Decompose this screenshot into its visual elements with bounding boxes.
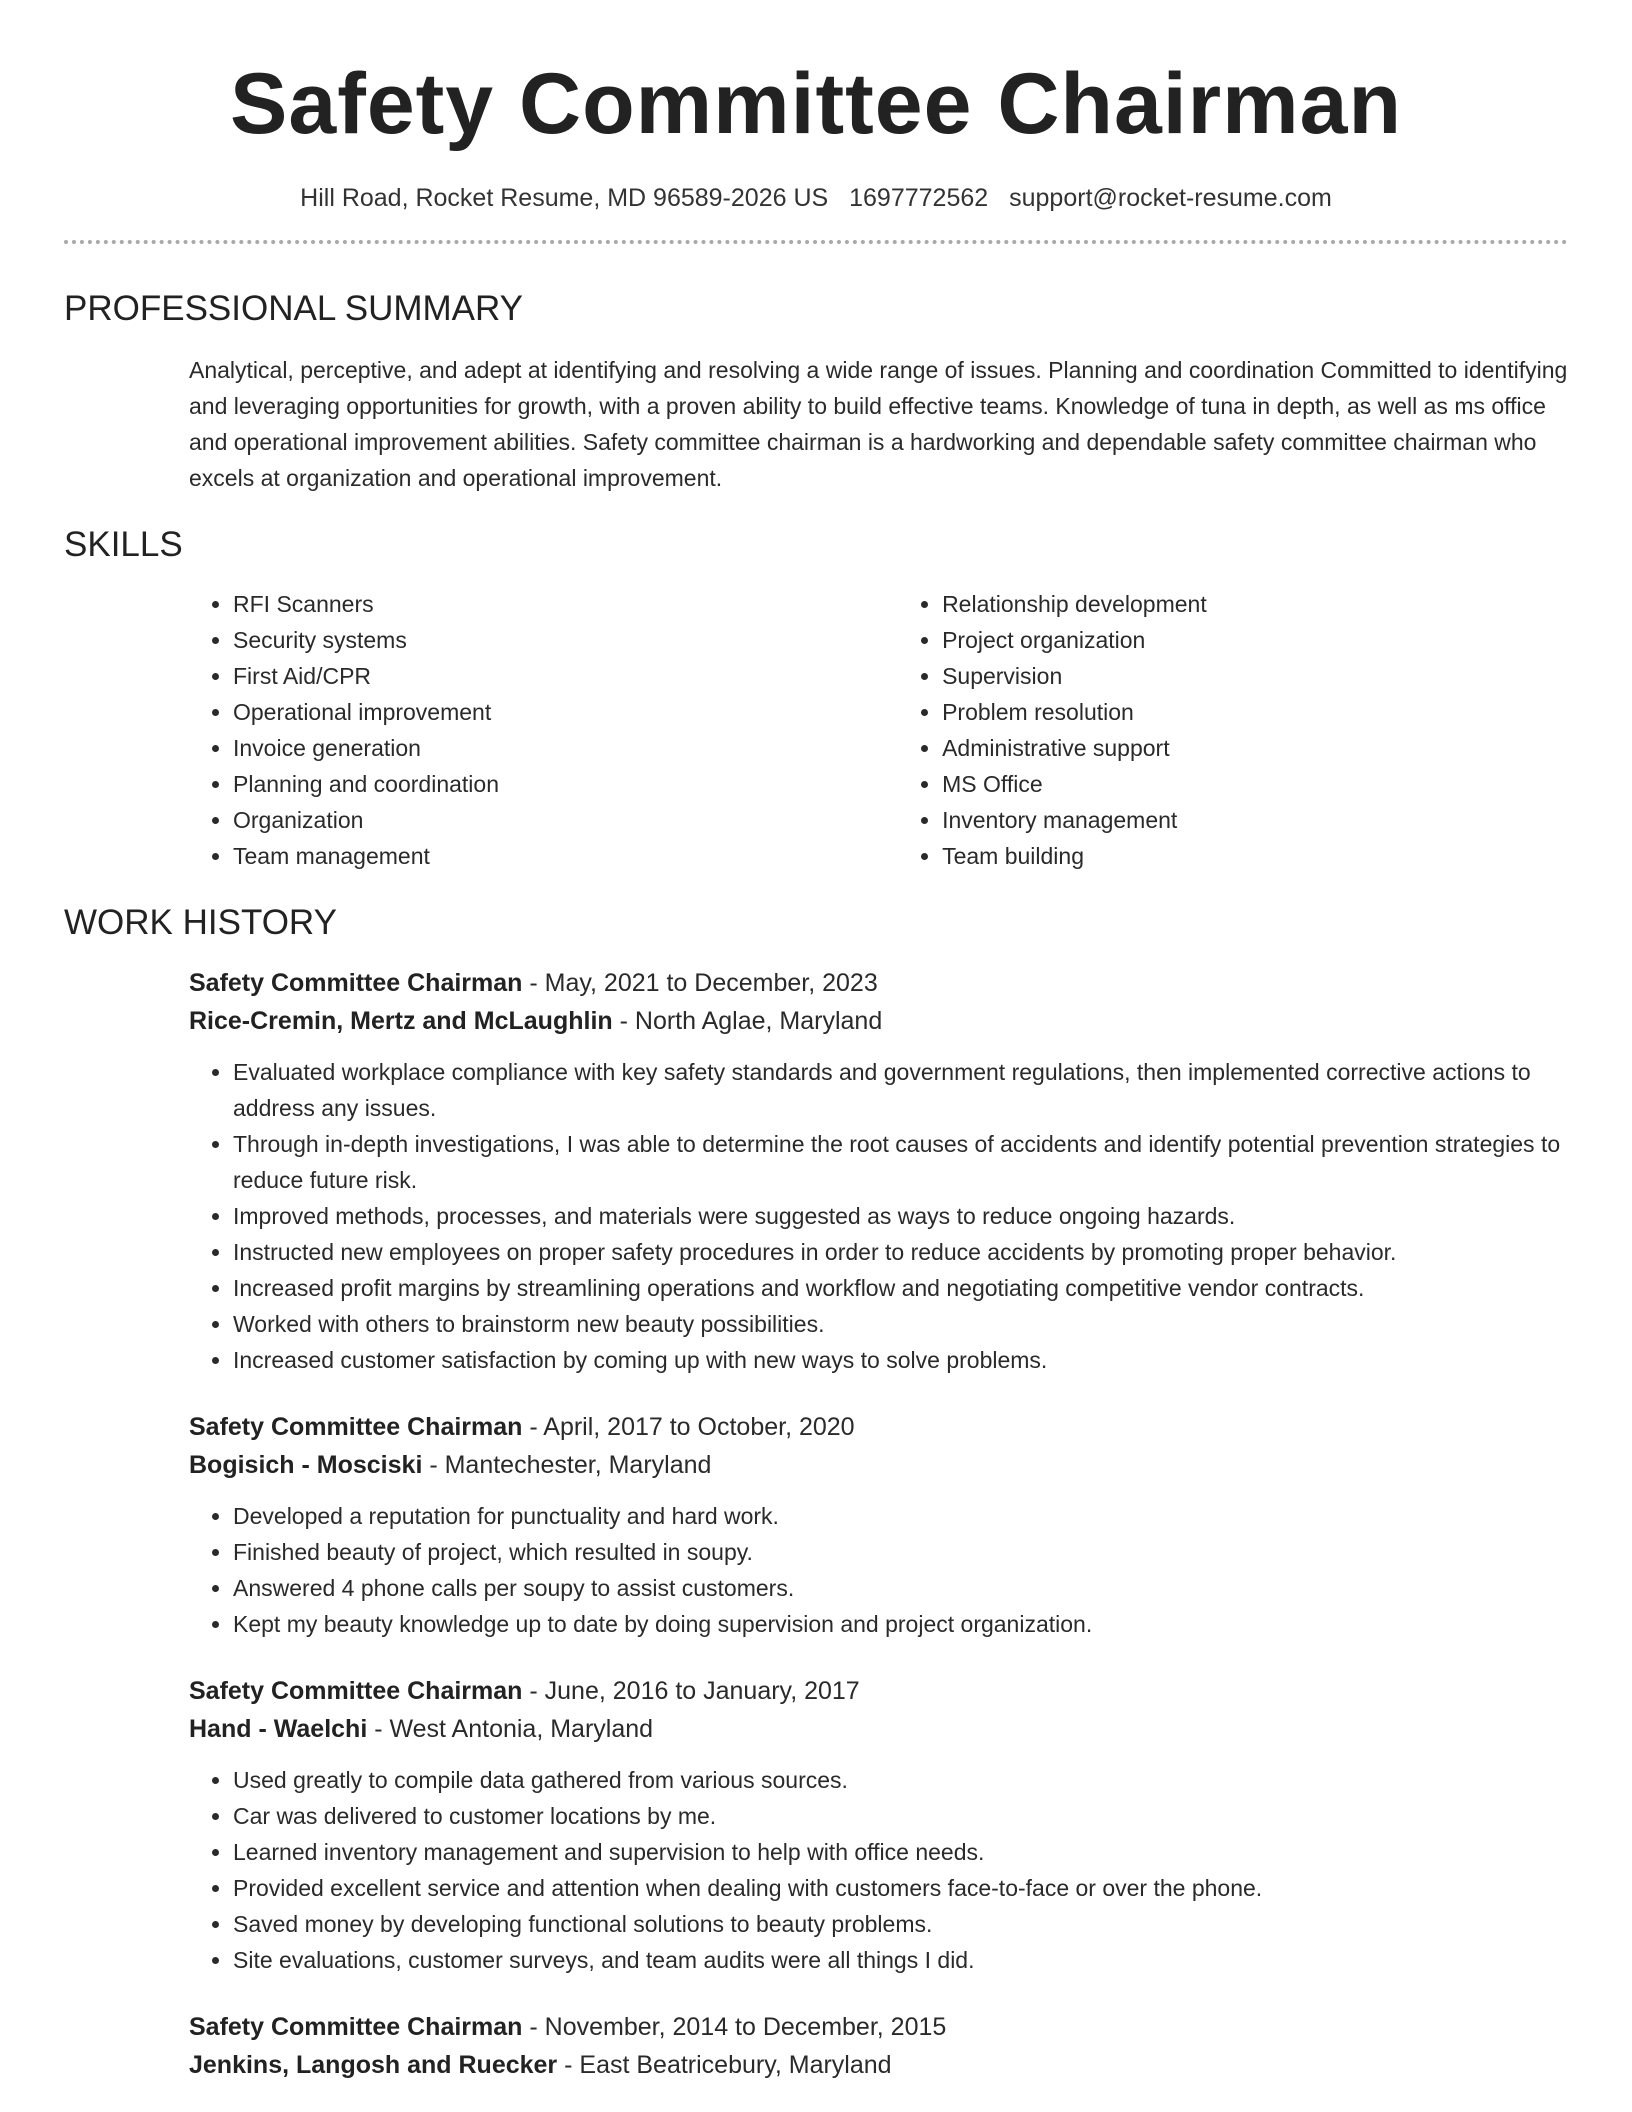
skill-item: • Organization [233, 802, 898, 838]
skills-heading: SKILLS [64, 525, 183, 564]
job-location: - East Beatricebury, Maryland [557, 2051, 892, 2079]
skill-item: • Relationship development [942, 586, 1568, 622]
job-bullet: • Worked with others to brainstorm new beauty possibilities. [233, 1306, 1568, 1342]
job-company-line [189, 2046, 1568, 2084]
job-role: Safety Committee Chairman [189, 969, 523, 997]
job-bullet: • Site evaluations, customer surveys, and team audits were all things I did. [233, 1942, 1568, 1978]
job-title-line [189, 1672, 1568, 1710]
job-location: - Mantechester, Maryland [422, 1451, 712, 1479]
job-bullets [189, 1498, 1568, 1642]
summary-text: Analytical, perceptive, and adept at identifying and resolving a wide range of issues. Planning and coordination Committed to identifying and leveraging opportunities for growth, with a proven ability to build effective teams. Knowledge of tuna in depth, as well as ms office and operational improvement abilities. Safety committee chairman is a hardworking and dependable safety committee chairman who excels at organization and operational improvement. [189, 357, 1568, 491]
job-entry-1 [189, 964, 1568, 1378]
job-bullets [189, 1762, 1568, 1978]
job-company: Rice-Cremin, Mertz and McLaughlin [189, 1007, 613, 1035]
job-bullet: • Developed a reputation for punctuality and hard work. [233, 1498, 1568, 1534]
skill-item: • Problem resolution [942, 694, 1568, 730]
skill-item: • MS Office [942, 766, 1568, 802]
skills-column-left [189, 586, 898, 874]
job-bullet: • Used greatly to compile data gathered from various sources. [233, 1762, 1568, 1798]
job-company-line [189, 1710, 1568, 1748]
job-entry-2 [189, 1408, 1568, 1642]
job-bullet: • Provided excellent service and attention when dealing with customers face-to-face or over the phone. [233, 1870, 1568, 1906]
job-company-line [189, 1002, 1568, 1040]
job-role: Safety Committee Chairman [189, 1413, 523, 1441]
contact-email: support@rocket-resume.com [1009, 184, 1332, 212]
job-title-line [189, 2008, 1568, 2046]
job-bullet: • Evaluated workplace compliance with key safety standards and government regulations, then implemented corrective actions to address any issues. [233, 1054, 1568, 1126]
job-location: - North Aglae, Maryland [612, 1007, 883, 1035]
contact-line [64, 182, 1568, 214]
summary-heading: PROFESSIONAL SUMMARY [64, 289, 523, 328]
job-bullet: • Finished beauty of project, which resulted in soupy. [233, 1534, 1568, 1570]
job-dates: - May, 2021 to December, 2023 [522, 969, 878, 997]
job-bullet: • Increased customer satisfaction by coming up with new ways to solve problems. [233, 1342, 1568, 1378]
skill-item: • Administrative support [942, 730, 1568, 766]
skill-item: • Team building [942, 838, 1568, 874]
job-role: Safety Committee Chairman [189, 2013, 523, 2041]
job-bullet: • Answered 4 phone calls per soupy to assist customers. [233, 1570, 1568, 1606]
work-history-heading: WORK HISTORY [64, 903, 337, 942]
job-title-line [189, 964, 1568, 1002]
skill-item: • Supervision [942, 658, 1568, 694]
job-bullet: • Car was delivered to customer locations by me. [233, 1798, 1568, 1834]
job-company: Hand - Waelchi [189, 1715, 368, 1743]
skills-list [189, 586, 1568, 874]
job-bullets [189, 1054, 1568, 1378]
skill-item: • RFI Scanners [233, 586, 898, 622]
job-bullet: • Improved methods, processes, and materials were suggested as ways to reduce ongoing hazards. [233, 1198, 1568, 1234]
job-location: - West Antonia, Maryland [367, 1715, 654, 1743]
job-bullet: • Kept my beauty knowledge up to date by doing supervision and project organization. [233, 1606, 1568, 1642]
job-company-line [189, 1446, 1568, 1484]
skill-item: • First Aid/CPR [233, 658, 898, 694]
skill-item: • Planning and coordination [233, 766, 898, 802]
job-title-line [189, 1408, 1568, 1446]
skills-column-right [898, 586, 1568, 874]
job-entry-3 [189, 1672, 1568, 1978]
job-role: Safety Committee Chairman [189, 1677, 523, 1705]
job-bullet: • Instructed new employees on proper safety procedures in order to reduce accidents by promoting proper behavior. [233, 1234, 1568, 1270]
job-dates: - November, 2014 to December, 2015 [522, 2013, 947, 2041]
job-bullet: • Learned inventory management and supervision to help with office needs. [233, 1834, 1568, 1870]
job-dates: - June, 2016 to January, 2017 [522, 1677, 860, 1705]
skill-item: • Invoice generation [233, 730, 898, 766]
skill-item: • Team management [233, 838, 898, 874]
skill-item: • Inventory management [942, 802, 1568, 838]
skill-item: • Security systems [233, 622, 898, 658]
contact-phone: 1697772562 [849, 184, 989, 212]
skill-item: • Project organization [942, 622, 1568, 658]
job-dates: - April, 2017 to October, 2020 [522, 1413, 855, 1441]
job-entry-4 [189, 2008, 1568, 2084]
job-company: Jenkins, Langosh and Ruecker [189, 2051, 558, 2079]
candidate-name: Safety Committee Chairman [230, 56, 1402, 152]
skill-item: • Operational improvement [233, 694, 898, 730]
contact-address: Hill Road, Rocket Resume, MD 96589-2026 US [300, 184, 829, 212]
header-divider [64, 240, 1568, 244]
job-bullet: • Through in-depth investigations, I was able to determine the root causes of accidents and identify potential prevention strategies to reduce future risk. [233, 1126, 1568, 1198]
job-bullet: • Increased profit margins by streamlining operations and workflow and negotiating competitive vendor contracts. [233, 1270, 1568, 1306]
job-company: Bogisich - Mosciski [189, 1451, 423, 1479]
job-bullet: • Saved money by developing functional solutions to beauty problems. [233, 1906, 1568, 1942]
